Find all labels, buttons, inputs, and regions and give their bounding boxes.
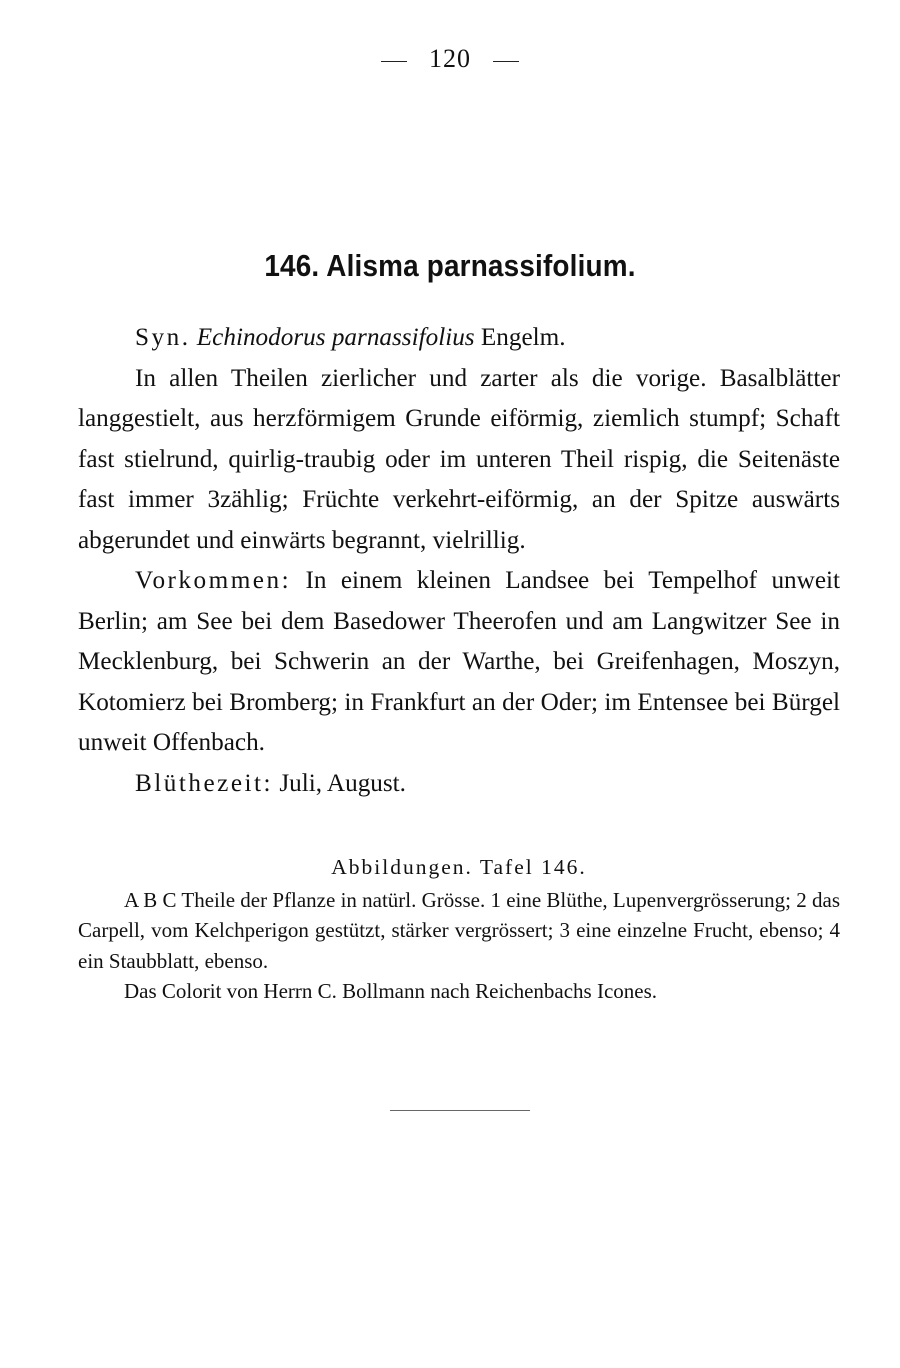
illustration-caption <box>78 852 840 1007</box>
end-rule <box>390 1110 530 1111</box>
description-paragraph: In allen Theilen zierlicher und zarter als die vorige. Basalblätter langgestielt, aus herzförmigem Grunde eiförmig, ziemlich stumpf; Schaft fast stielrund, quirlig-traubig oder im unteren Theil rispig, die Seitenäste fast immer 3zählig; Früchte verkehrt-eiförmig, an der Spitze auswärts abgerundet und einwärts begrannt, vielrillig. <box>78 364 840 554</box>
syn-label: Syn. <box>135 324 191 351</box>
page-number-line <box>0 44 900 74</box>
illustration-credit: Das Colorit von Herrn C. Bollmann nach Reichenbachs Icones. <box>124 979 658 1004</box>
occurrence-paragraph <box>78 561 840 764</box>
dash-right <box>493 61 519 62</box>
occurrence-label: Vorkommen: <box>135 567 292 594</box>
syn-author: Engelm. <box>480 324 566 351</box>
section-title: 146. Alisma parnassifolium. <box>264 248 636 283</box>
illustration-text: A B C Theile der Pflanze in natürl. Grösse. 1 eine Blüthe, Lupenvergrösserung; 2 das Carpell, vom Kelchperigon gestützt, stärker vergrössert; 3 eine einzelne Frucht, ebenso; 4 ein Staubblatt, ebenso. <box>78 887 840 973</box>
flowering-text: Juli, August. <box>279 769 406 797</box>
flowering-paragraph <box>78 764 840 805</box>
illustration-heading: Abbildungen. Tafel 146. <box>331 855 587 879</box>
synonym-paragraph <box>78 318 840 359</box>
flowering-label: Blüthezeit: <box>135 769 274 797</box>
main-text <box>78 318 840 804</box>
page-number: 120 <box>429 44 471 73</box>
occurrence-text: In einem kleinen Landsee bei Tempelhof unweit Berlin; am See bei dem Basedower Theerofen und am Langwitzer See in Mecklenburg, bei Schwerin an der Warthe, bei Greifenhagen, Moszyn, Kotomierz bei Bromberg; in Frankfurt an der Oder; im Entensee bei Bürgel unweit Offenbach. <box>78 567 840 756</box>
dash-left <box>381 61 407 62</box>
syn-name: Echinodorus parnassifolius <box>196 324 475 351</box>
